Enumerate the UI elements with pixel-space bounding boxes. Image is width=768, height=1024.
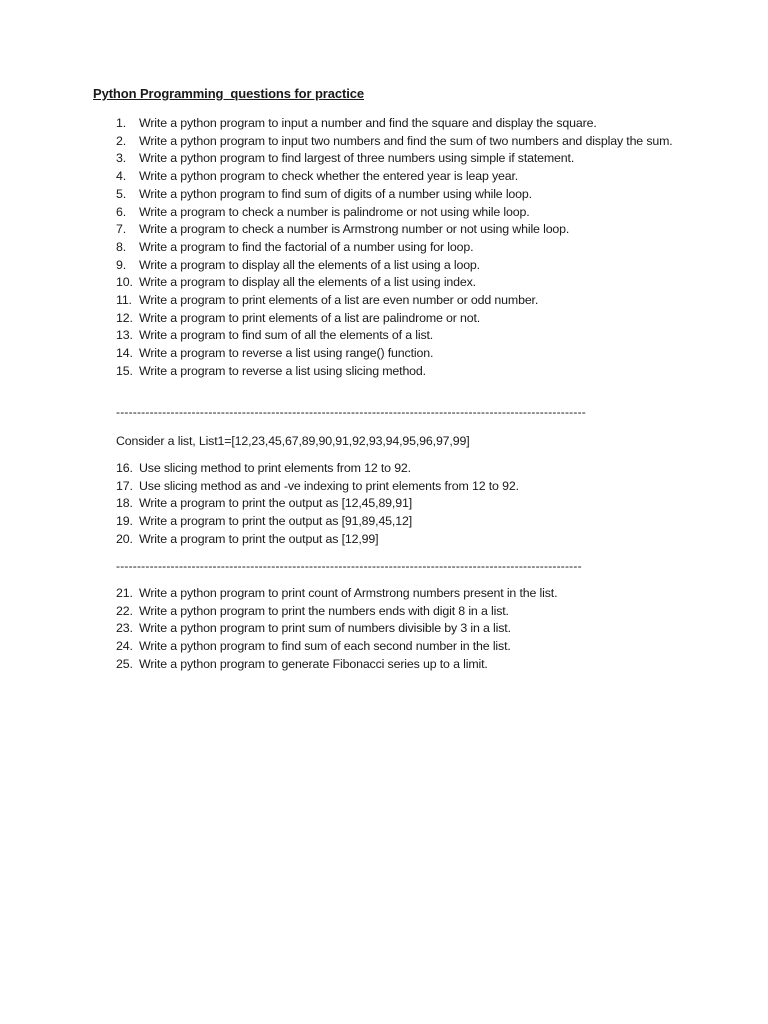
question-text: Write a program to display all the elements of a list using index.: [139, 275, 476, 290]
question-list-advanced: [116, 585, 696, 674]
question-text: Write a program to print the output as [12,99]: [139, 531, 379, 546]
question-number: 8.: [116, 239, 127, 254]
question-item: [116, 186, 696, 204]
question-item: [116, 363, 696, 381]
question-item: [116, 620, 696, 638]
question-number: 1.: [116, 116, 127, 130]
question-text: Write a program to reverse a list using range() function.: [139, 346, 434, 361]
question-item: [116, 327, 696, 345]
question-item: [116, 204, 696, 222]
question-number: 5.: [116, 186, 127, 201]
question-text: Write a python program to find largest of three numbers using simple if statement.: [139, 151, 575, 166]
question-number: 13.: [116, 328, 133, 343]
question-item: [116, 239, 696, 257]
question-text: Write a python program to print the numbers ends with digit 8 in a list.: [139, 603, 509, 618]
question-text: Write a python program to print count of Armstrong numbers present in the list.: [139, 586, 558, 600]
question-number: 16.: [116, 461, 133, 475]
question-number: 21.: [116, 586, 133, 600]
question-item: [116, 274, 696, 292]
question-text: Use slicing method to print elements from 12 to 92.: [139, 461, 411, 475]
question-text: Write a program to print the output as [12,45,89,91]: [139, 496, 412, 511]
question-text: Write a python program to find sum of digits of a number using while loop.: [139, 186, 532, 201]
question-item: [116, 115, 696, 133]
question-number: 3.: [116, 151, 127, 166]
question-item: [116, 478, 696, 496]
question-item: [116, 292, 696, 310]
question-text: Write a program to display all the elements of a list using a loop.: [139, 257, 480, 272]
question-number: 12.: [116, 310, 133, 325]
question-item: [116, 310, 696, 328]
question-number: 15.: [116, 363, 133, 378]
question-text: Write a python program to check whether the entered year is leap year.: [139, 169, 519, 184]
question-number: 18.: [116, 496, 133, 511]
question-item: [116, 531, 696, 549]
question-item: [116, 345, 696, 363]
question-item: [116, 495, 696, 513]
question-text: Write a program to reverse a list using slicing method.: [139, 363, 426, 378]
question-number: 11.: [116, 293, 132, 308]
question-item: [116, 221, 696, 239]
question-item: [116, 133, 696, 151]
question-text: Use slicing method as and -ve indexing to print elements from 12 to 92.: [139, 478, 519, 493]
question-text: Write a python program to input two numbers and find the sum of two numbers and display the sum.: [139, 133, 673, 148]
question-text: Write a program to check a number is Armstrong number or not using while loop.: [139, 222, 570, 237]
question-item: [116, 638, 696, 656]
question-item: [116, 150, 696, 168]
question-text: Write a python program to print sum of numbers divisible by 3 in a list.: [139, 621, 511, 636]
question-text: Write a python program to find sum of each second number in the list.: [139, 639, 511, 654]
separator-line: ----------------------------------------------------------------------------------------------------------------: [116, 405, 586, 419]
question-number: 19.: [116, 514, 133, 529]
question-item: [116, 513, 696, 531]
question-number: 17.: [116, 478, 133, 493]
question-number: 20.: [116, 531, 133, 546]
question-text: Write a program to print elements of a list are even number or odd number.: [139, 293, 539, 308]
question-number: 6.: [116, 204, 127, 219]
question-number: 23.: [116, 621, 133, 636]
question-text: Write a python program to generate Fibonacci series up to a limit.: [139, 656, 488, 671]
question-number: 25.: [116, 656, 133, 671]
document-title: Python Programming questions for practice: [93, 86, 365, 101]
question-item: [116, 168, 696, 186]
question-list-basic: [116, 115, 696, 381]
separator-line: ---------------------------------------------------------------------------------------------------------------: [116, 559, 582, 573]
question-text: Write a program to print the output as [91,89,45,12]: [139, 514, 412, 529]
question-item: [116, 585, 696, 603]
question-item: [116, 603, 696, 621]
question-number: 22.: [116, 603, 133, 618]
question-number: 10.: [116, 275, 133, 290]
question-number: 24.: [116, 639, 133, 654]
question-text: Write a program to check a number is palindrome or not using while loop.: [139, 204, 530, 219]
question-text: Write a python program to input a number and find the square and display the square.: [139, 116, 597, 130]
question-text: Write a program to print elements of a list are palindrome or not.: [139, 310, 481, 325]
question-number: 4.: [116, 169, 127, 184]
question-number: 2.: [116, 133, 127, 148]
question-text: Write a program to find the factorial of a number using for loop.: [139, 239, 474, 254]
question-item: [116, 257, 696, 275]
question-number: 9.: [116, 257, 127, 272]
question-number: 14.: [116, 346, 133, 361]
list-definition: Consider a list, List1=[12,23,45,67,89,90,91,92,93,94,95,96,97,99]: [116, 434, 470, 448]
question-number: 7.: [116, 222, 127, 237]
question-text: Write a program to find sum of all the elements of a list.: [139, 328, 434, 343]
question-item: [116, 460, 696, 478]
question-item: [116, 656, 696, 674]
question-list-slicing: [116, 460, 696, 549]
